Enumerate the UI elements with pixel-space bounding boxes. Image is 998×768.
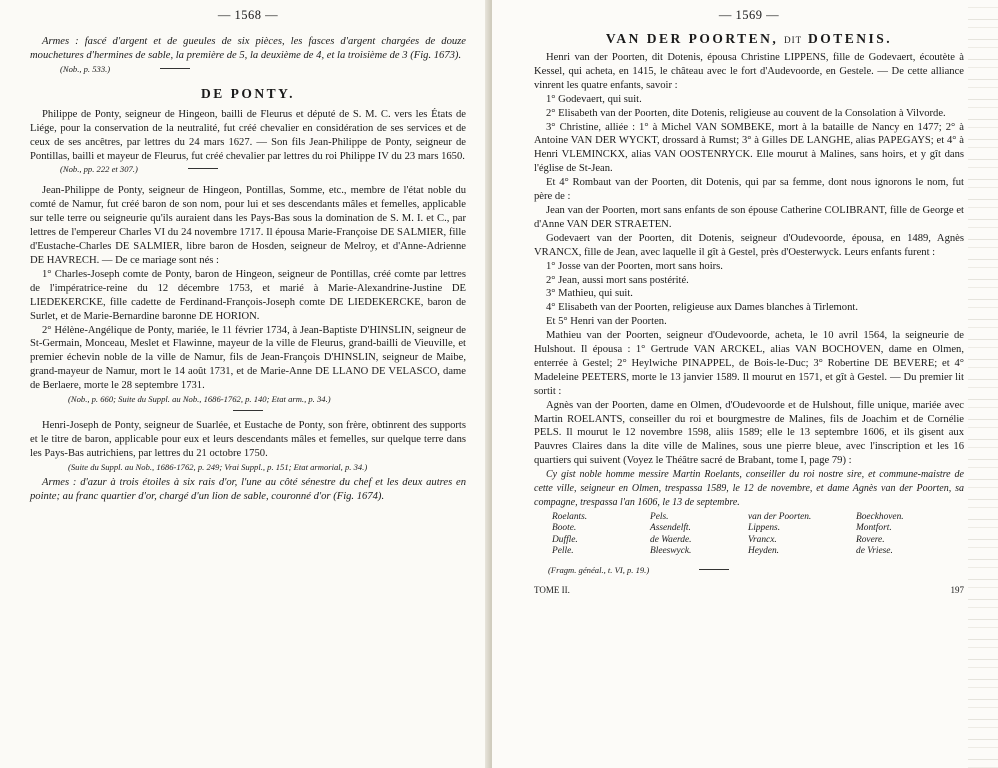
page-footer bbox=[534, 585, 964, 595]
list-item: 3° Mathieu, qui suit. bbox=[546, 288, 633, 300]
title-part: VAN DER POORTEN, bbox=[605, 31, 779, 46]
paragraph: Godevaert van der Poorten, dit Dotenis, seigneur d'Oudevoorde, épousa, en 1489, Agnès VRANCX, fille de Jean, avec laquelle il gît à Gestel, près d'Oesterwyck. Leurs enfants furent : bbox=[534, 232, 964, 258]
list-item: 2° Jean, aussi mort sans postérité. bbox=[546, 274, 689, 286]
source-citation: (Nob., p. 660; Suite du Suppl. au Nob., 1686-1762, p. 140; Etat arm., p. 34.) bbox=[68, 394, 331, 405]
title-part: DOTENIS. bbox=[808, 31, 893, 46]
source-citation: (Suite du Suppl. au Nob., 1686-1762, p. 249; Vrai Suppl., p. 151; Etat armorial, p. 34.) bbox=[68, 461, 368, 472]
source-citation: (Nob., pp. 222 et 307.) bbox=[60, 164, 138, 175]
right-page bbox=[492, 0, 998, 768]
source-citation: (Nob., p. 533.) bbox=[60, 63, 111, 74]
quartier-name: Rovere. bbox=[856, 534, 885, 545]
quartier-name: Roelants. bbox=[552, 511, 588, 522]
page-edge bbox=[968, 0, 998, 768]
quartier-name: de Waerde. bbox=[650, 534, 692, 545]
quartier-name: de Vriese. bbox=[856, 546, 893, 557]
armes-paragraph-1: Armes : fascé d'argent et de gueules de six pièces, les fasces d'argent chargées de douze mouchetures d'hermines de sable, la première de 5, la deuxième de 4, et la troisième de 3 (Fig. 1673). bbox=[30, 36, 466, 61]
quartier-name: Vrancx. bbox=[748, 534, 777, 545]
page-number-right: — 1569 — bbox=[718, 8, 780, 22]
quartier-name: Pels. bbox=[650, 511, 669, 522]
armes-paragraph-2: Armes : d'azur à trois étoiles à six rais d'or, l'une au côté sénestre du chef et les deux autres en pointe; au franc quartier d'or, chargé d'un lion de sable, couronné d'or (Fig. 1674). bbox=[30, 476, 466, 502]
footer-signature: 197 bbox=[950, 584, 964, 595]
quartier-name: Heyden. bbox=[748, 546, 779, 557]
separator-rule bbox=[188, 168, 218, 169]
quartier-name: Boeckhoven. bbox=[856, 511, 904, 522]
quartier-name: Montfort. bbox=[856, 523, 892, 534]
section-title-van-der-poorten bbox=[534, 31, 964, 47]
list-item: 1° Godevaert, qui suit. bbox=[546, 93, 642, 105]
separator-rule bbox=[699, 569, 729, 570]
section-title-de-ponty: DE PONTY. bbox=[200, 85, 295, 101]
quartier-name: Bleeswyck. bbox=[650, 546, 692, 557]
paragraph: Jean van der Poorten, mort sans enfants de son épouse Catherine COLIBRANT, fille de George et d'Anne VAN DER STRAETEN. bbox=[534, 204, 964, 230]
list-item: 1° Josse van der Poorten, mort sans hoirs. bbox=[546, 260, 723, 272]
list-item: 4° Elisabeth van der Poorten, religieuse aux Dames blanches à Tirlemont. bbox=[546, 302, 858, 314]
quartier-name: Pelle. bbox=[552, 546, 574, 557]
source-citation: (Fragm. généal., t. VI, p. 19.) bbox=[548, 564, 650, 575]
quartier-name: van der Poorten. bbox=[748, 511, 812, 522]
paragraph: Henri-Joseph de Ponty, seigneur de Suarlée, et Eustache de Ponty, son frère, obtinrent des supports et le titre de baron, applicable pour eux et leurs descendants mâles et femelles, sur quelque terre dans les Pays-Bas autrichiens, par lettres du 21 octobre 1750. bbox=[30, 420, 466, 459]
paragraph: Philippe de Ponty, seigneur de Hingeon, bailli de Fleurus et député de S. M. C. vers les États de Liége, pour la conservation de la neutralité, fut créé chevalier en considération de ses services et de ceux de ses ancêtres, par lettres du 24 mars 1627. — Son fils Jean-Philippe de Ponty, seigneur de Pontillas, bailli et mayeur de Fleurus, fut créé chevalier par lettres du roi Philippe IV du 23 mars 1650. bbox=[30, 108, 466, 162]
page-number-left: — 1568 — bbox=[217, 8, 279, 22]
list-item: 3° Christine, alliée : 1° à Michel VAN SOMBEKE, mort à la bataille de Nancy en 1477; 2° à Antoine VAN DER WYCKT, drossard à Rumst; 3° à Gilles DE LANGHE, alias PAPEGAYS; et 4° à Henri VLEMINCKX, alias VAN OOSTENRYCK. Elle mourut à Malines, sans hoirs, et y gît dans l'église de St-Jean. bbox=[534, 121, 964, 175]
epitaph-inscription: Cy gist noble homme messire Martin Roelants, conseiller du roi nostre sire, et commune-maistre de cette ville, seigneur en Olmen, trespassa 1589, le 12 de novembre, et dame Agnès van der Poorten, sa compagne, trespassa l'an 1606, le 13 de septembre. bbox=[534, 469, 964, 508]
list-item: Et 4° Rombaut van der Poorten, dit Dotenis, qui par sa femme, dont nous ignorons le nom, fut père de : bbox=[534, 177, 964, 203]
paragraph: 2° Hélène-Angélique de Ponty, mariée, le 11 février 1734, à Jean-Baptiste D'HINSLIN, seigneur de St-Germain, Monceau, Meslet et Flawinne, mayeur de la ville de Fleurus, grand-bailli de Vieuville, et premier échevin noble de la ville de Namur, fils de Jean-François D'HINSLIN, seigneur de Maibe, grand-mayeur de Namur, mort le 14 août 1731, et de Marie-Anne DE LLANO DE VELASCO, dame de Berlaere, morte le 28 septembre 1731. bbox=[30, 324, 466, 392]
paragraph: Agnès van der Poorten, dame en Olmen, d'Oudevoorde et de Hulshout, fille unique, mariée avec Martin ROELANTS, conseiller du roi et bourgmestre de Malines, fils de Joachim et de Cornélie PELS. Il mourut le 12 novembre 1598, aliis 1589; elle le 13 septembre 1606, et ils gisent aux Pauvres Claires dans la dite ville de Malines, sous une pierre bleue, avec l'inscription et les 16 quartiers qui suivent (Voyez le Théâtre sacré de Brabant, tome I, page 79) : bbox=[534, 399, 964, 467]
quartier-name: Lippens. bbox=[748, 523, 781, 534]
list-item: 2° Elisabeth van der Poorten, dite Dotenis, religieuse au couvent de la Consolation à Vilvorde. bbox=[546, 107, 946, 119]
paragraph: Mathieu van der Poorten, seigneur d'Oudevoorde, acheta, le 10 avril 1564, la seigneurie de Hulshout. Il épousa : 1° Gertrude VAN ARCKEL, alias VAN BOCHOVEN, dame en Olmen, enterrée à Gestel; 2° Heylwiche PINAPPEL, de Bois-le-Duc; 3° Robertine DE BEVERE; et 4° Madeleine PEETERS, morte le 13 janvier 1589. Il mourut en 1571, et gît à Gestel. — Du premier lit sortit : bbox=[534, 330, 964, 397]
paragraph: Jean-Philippe de Ponty, seigneur de Hingeon, Pontillas, Somme, etc., membre de l'état noble du comté de Namur, fut créé baron de son nom, pour lui et ses descendants mâles et femelles, applicable sur telle terre ou seigneurie qu'ils auraient dans les Pays-Bas sous la domination de S. M. I. et C., par lettres de l'empereur Charles VI du 24 novembre 1717. Il épousa Marie-Françoise DE SALMIER, fille d'Eustache-Charles DE SALMIER, libre baron de Hosden, seigneur de Melroy, et d'Anne-Adrienne DE HAVRECH. — De ce mariage sont nés : bbox=[30, 185, 466, 266]
paragraph: 1° Charles-Joseph comte de Ponty, baron de Hingeon, seigneur de Pontillas, créé comte par lettres de l'impératrice-reine du 12 décembre 1753, et marié à Marie-Alexandrine-Justine DE LIEDEKERCKE, fille cadette de Ferdinand-François-Joseph comte DE LIEDEKERCKE, baron de Surlet, et de Marie-Bernardine baronne DE HORION. bbox=[30, 268, 466, 322]
quartier-name: Assendelft. bbox=[650, 523, 691, 534]
footer-volume: TOME II. bbox=[534, 584, 570, 595]
list-item: Et 5° Henri van der Poorten. bbox=[546, 316, 667, 328]
left-page bbox=[0, 0, 492, 768]
title-dit: DIT bbox=[784, 35, 803, 45]
separator-rule bbox=[160, 68, 190, 69]
quartier-name: Boote. bbox=[552, 523, 577, 534]
quartier-name: Duffle. bbox=[552, 534, 578, 545]
quartiers-grid bbox=[552, 512, 964, 558]
paragraph: Henri van der Poorten, dit Dotenis, épousa Christine LIPPENS, fille de Godevaert, écoutète à Kessel, qui acheta, en 1415, le château avec le fort d'Audevoorde, en Gestele. — De cette alliance vinrent les quatre enfants, savoir : bbox=[534, 52, 964, 91]
